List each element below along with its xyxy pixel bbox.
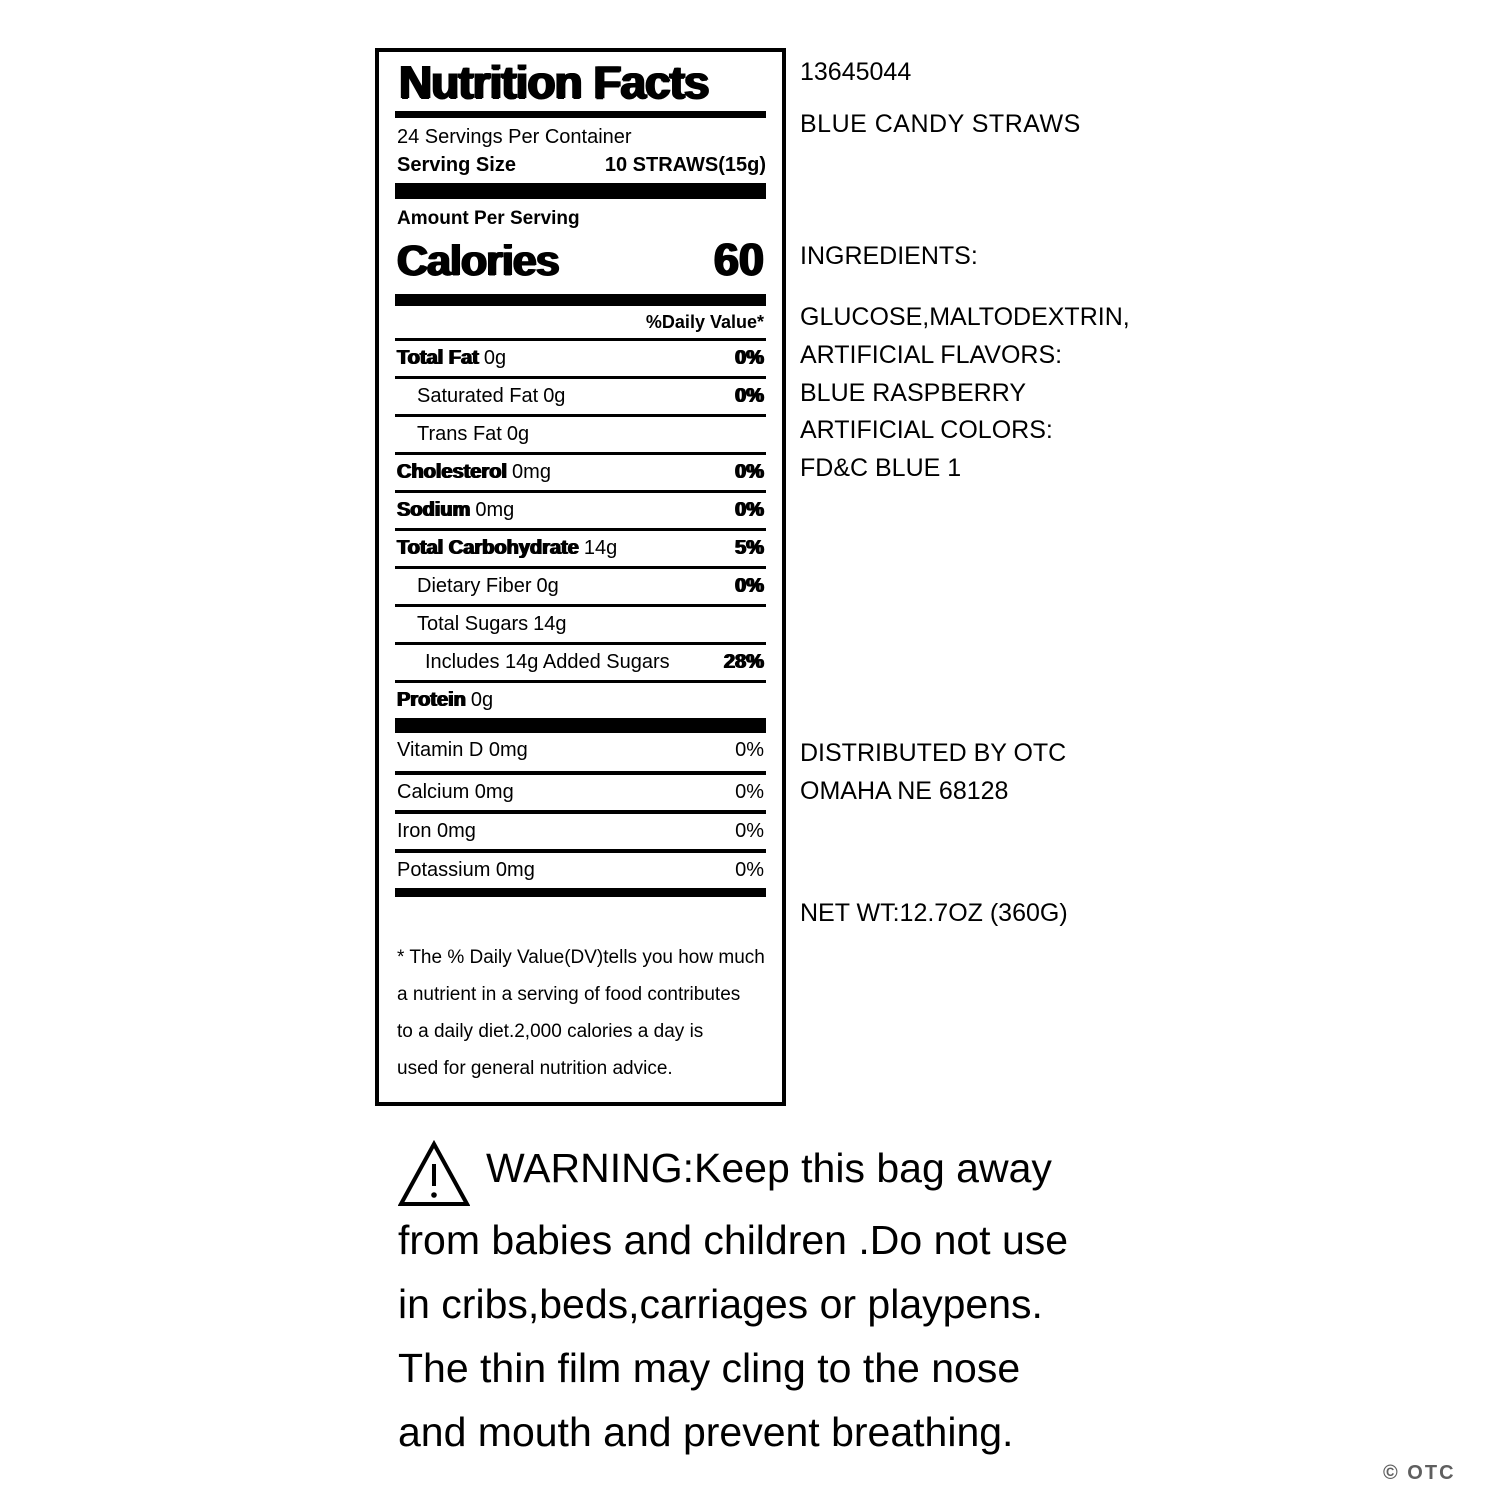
nutrient-amount: 14g [533, 612, 567, 635]
nutrient-row-trans-fat [395, 414, 766, 452]
warning-line [398, 1136, 1178, 1208]
serving-size-label: Serving Size [397, 153, 516, 176]
nutrient-dv: 28% [723, 650, 764, 673]
calories-label: Calories [397, 236, 559, 285]
calories-row [395, 232, 766, 294]
nutrient-row-dietary-fiber [395, 566, 766, 604]
micronutrient-row-calcium [395, 771, 766, 810]
nutrient-dv: 0% [735, 498, 764, 521]
nutrient-row-total-carbohydrate [395, 528, 766, 566]
ingredient-line: FD&C BLUE 1 [800, 454, 962, 482]
amount-per-serving-label: Amount Per Serving [397, 207, 580, 229]
micronutrient-dv: 0% [735, 858, 764, 881]
micronutrient-row-vitamin-d [395, 733, 766, 771]
nutrient-label: Trans Fat [417, 422, 502, 445]
warning-line: The thin film may cling to the nose [398, 1345, 1021, 1391]
net-weight: NET WT:12.7OZ (360G) [800, 899, 1068, 927]
nutrient-amount: 0mg [512, 460, 551, 483]
section-bar [395, 294, 766, 306]
section-bar [395, 718, 766, 733]
nutrient-amount: 0g [543, 384, 566, 407]
nutrient-amount: 0g [536, 574, 559, 597]
ingredient-line: ARTIFICIAL FLAVORS: [800, 341, 1063, 369]
micronutrient-row-iron [395, 810, 766, 849]
nutrient-label: Sodium [397, 498, 471, 521]
nutrient-amount: 14g [583, 536, 618, 559]
product-name: BLUE CANDY STRAWS [800, 110, 1081, 138]
distributor-line: OMAHA NE 68128 [800, 777, 1009, 805]
footnote-line: a nutrient in a serving of food contributes [397, 983, 741, 1005]
nutrient-row-total-fat [395, 338, 766, 376]
title-divider [395, 111, 766, 118]
warning-line: and mouth and prevent breathing. [398, 1409, 1014, 1455]
micronutrient-row-potassium [395, 849, 766, 888]
nutrition-facts-panel [375, 48, 786, 1106]
serving-size-row [395, 152, 766, 183]
footnote-line: * The % Daily Value(DV)tells you how much [397, 946, 765, 968]
nutrient-row-saturated-fat [395, 376, 766, 414]
distributor-line: DISTRIBUTED BY OTC [800, 739, 1067, 767]
calories-value: 60 [713, 233, 764, 285]
micronutrient-label: Iron 0mg [397, 819, 476, 842]
warning-block [398, 1136, 1178, 1464]
micronutrient-dv: 0% [735, 780, 764, 803]
nutrient-label: Total Fat [397, 346, 479, 369]
nutrient-row-cholesterol [395, 452, 766, 490]
daily-value-header: %Daily Value* [645, 311, 764, 332]
nutrient-row-total-sugars [395, 604, 766, 642]
product-sku: 13645044 [800, 58, 912, 86]
nutrient-amount: 0mg [475, 498, 515, 521]
ingredient-line: BLUE RASPBERRY [800, 379, 1027, 407]
ingredient-line: ARTIFICIAL COLORS: [800, 416, 1053, 444]
nutrient-amount: 0g [470, 688, 494, 711]
nutrient-dv: 0% [735, 460, 764, 483]
warning-line: from babies and children .Do not use [398, 1217, 1069, 1263]
nutrition-facts-title: Nutrition Facts [399, 56, 709, 108]
micronutrient-label: Potassium 0mg [397, 858, 535, 881]
nutrient-amount: 0g [506, 422, 530, 445]
nutrient-row-protein [395, 680, 766, 718]
ingredients-header: INGREDIENTS: [800, 242, 978, 270]
nutrient-dv: 5% [735, 536, 764, 559]
warning-text: WARNING:Keep this bag away [486, 1145, 1052, 1191]
section-bar [395, 183, 766, 199]
otc-copyright-logo: © OTC [1383, 1462, 1456, 1484]
nutrient-dv: 0% [735, 574, 764, 597]
nutrient-row-added-sugars [395, 642, 766, 680]
daily-value-footnote [395, 939, 766, 1087]
serving-size-value: 10 STRAWS(15g) [604, 153, 766, 176]
nutrient-row-sodium [395, 490, 766, 528]
warning-line: in cribs,beds,carriages or playpens. [398, 1281, 1043, 1327]
nutrient-label: Total Carbohydrate [397, 536, 579, 559]
warning-triangle-icon [398, 1140, 470, 1208]
footnote-line: used for general nutrition advice. [397, 1057, 673, 1079]
nutrient-label: Saturated Fat [417, 384, 539, 407]
nutrient-label: Total Sugars [417, 612, 529, 635]
micronutrient-dv: 0% [735, 738, 764, 761]
section-bar [395, 888, 766, 897]
nutrient-label: Protein [397, 688, 466, 711]
nutrient-dv: 0% [735, 346, 764, 369]
nutrient-amount: 0g [483, 346, 507, 369]
micronutrient-label: Vitamin D 0mg [397, 738, 528, 761]
nutrient-label: Dietary Fiber [417, 574, 532, 597]
nutrient-label: Includes 14g Added Sugars [425, 650, 670, 673]
nutrient-dv: 0% [735, 384, 764, 407]
product-info-column [800, 0, 1440, 1130]
servings-per-container: 24 Servings Per Container [397, 125, 632, 148]
nutrient-label: Cholesterol [397, 460, 508, 483]
micronutrient-label: Calcium 0mg [397, 780, 514, 803]
ingredient-line: GLUCOSE,MALTODEXTRIN, [800, 303, 1130, 331]
micronutrient-dv: 0% [735, 819, 764, 842]
footnote-line: to a daily diet.2,000 calories a day is [397, 1020, 704, 1042]
